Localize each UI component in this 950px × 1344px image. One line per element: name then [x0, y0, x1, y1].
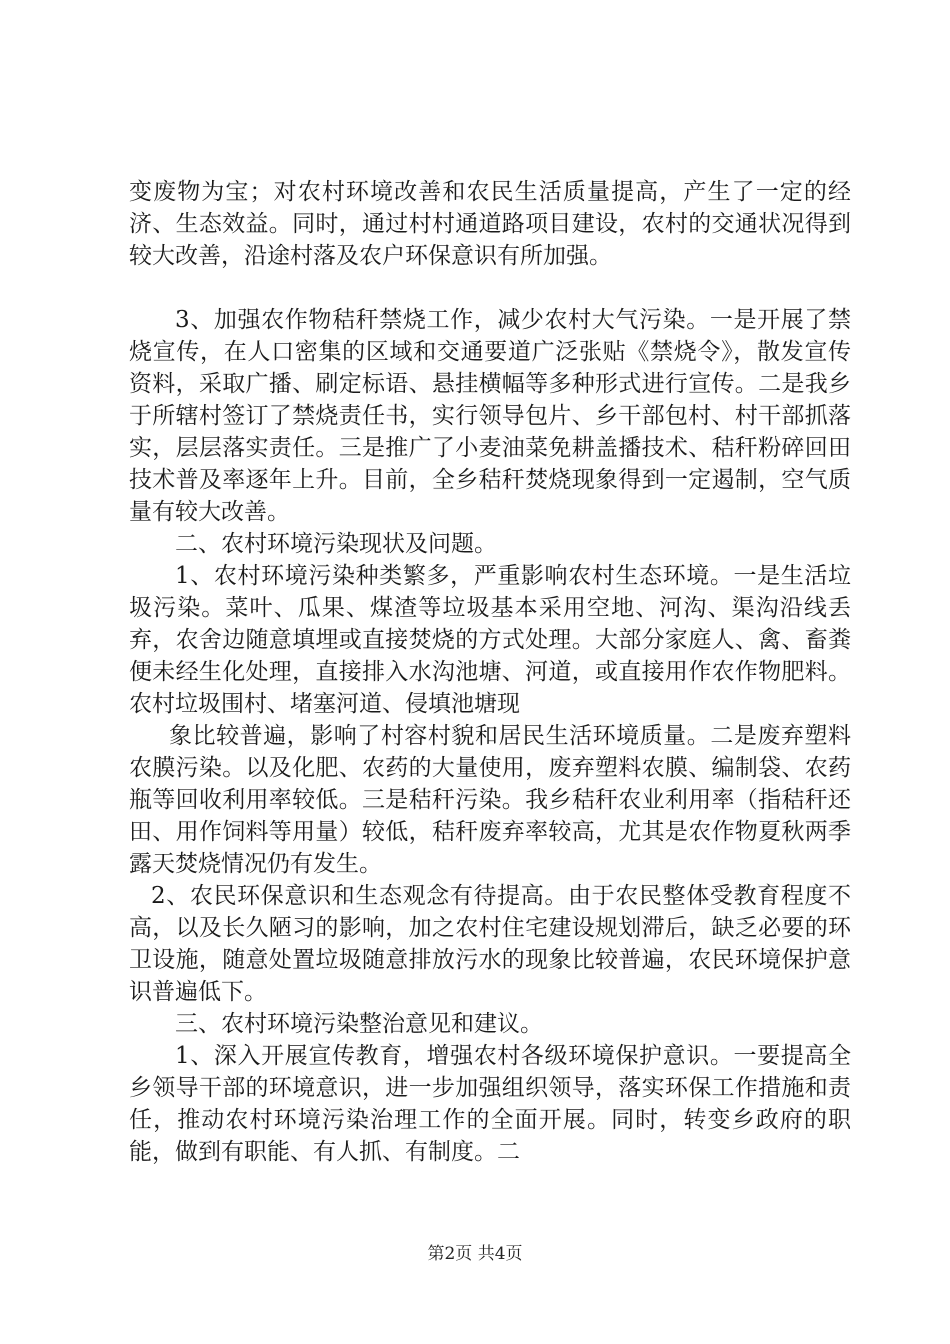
section-heading-suggestions: 三、农村环境污染整治意见和建议。	[175, 1011, 543, 1037]
document-body	[129, 176, 851, 1168]
paragraph-pollution-types: 1、农村环境污染种类繁多，严重影响农村生态环境。一是生活垃圾污染。菜叶、瓜果、煤渣等垃圾基本采用空地、河沟、渠沟沿线丢弃，农舍边随意填埋或直接焚烧的方式处理。大部分家庭人、禽、畜粪便未经生化处理，直接排入水沟池塘、河道，或直接用作农作物肥料。农村垃圾围村、堵塞河道、侵填池塘现	[129, 563, 851, 717]
paragraph-education: 1、深入开展宣传教育，增强农村各级环境保护意识。一要提高全乡领导干部的环境意识，进一步加强组织领导，落实环保工作措施和责任，推动农村环境污染治理工作的全面开展。同时，转变乡政府的职能，做到有职能、有人抓、有制度。二	[129, 1043, 851, 1165]
paragraph-straw-burning: 3、加强农作物秸秆禁烧工作，减少农村大气污染。一是开展了禁烧宣传，在人口密集的区域和交通要道广泛张贴《禁烧令》，散发宣传资料，采取广播、刷定标语、悬挂横幅等多种形式进行宣传。二是我乡于所辖村签订了禁烧责任书，实行领导包片、乡干部包村、村干部抓落实，层层落实责任。三是推广了小麦油菜免耕盖播技术、秸秆粉碎回田技术普及率逐年上升。目前，全乡秸秆焚烧现象得到一定遏制，空气质量有较大改善。	[129, 307, 851, 525]
paragraph-continuation: 变废物为宝；对农村环境改善和农民生活质量提高，产生了一定的经济、生态效益。同时，通过村村通道路项目建设，农村的交通状况得到较大改善，沿途村落及农户环保意识有所加强。	[129, 179, 851, 269]
page-number-footer: 第2页 共4页	[427, 1244, 523, 1264]
paragraph-awareness: 2、农民环保意识和生态观念有待提高。由于农民整体受教育程度不高，以及长久陋习的影响，加之农村住宅建设规划滞后，缺乏必要的环卫设施，随意处置垃圾随意排放污水的现象比较普遍，农民环境保护意识普遍低下。	[129, 883, 851, 1005]
section-heading-pollution-status: 二、农村环境污染现状及问题。	[175, 531, 497, 557]
paragraph-pollution-types-cont: 象比较普遍，影响了村容村貌和居民生活环境质量。二是废弃塑料农膜污染。以及化肥、农药的大量使用，废弃塑料农膜、编制袋、农药瓶等回收利用率较低。三是秸秆污染。我乡秸秆农业利用率（指秸秆还田、用作饲料等用量）较低，秸秆废弃率较高，尤其是农作物夏秋两季露天焚烧情况仍有发生。	[129, 723, 851, 877]
